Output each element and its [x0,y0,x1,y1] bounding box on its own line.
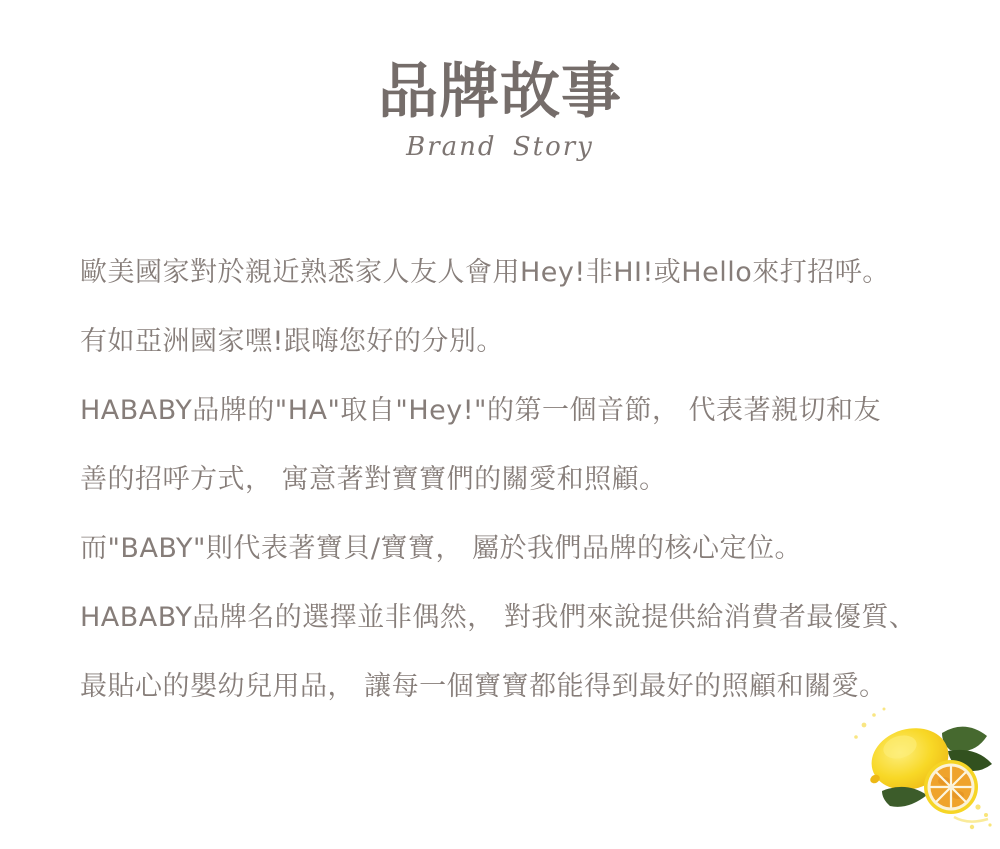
story-line: 善的招呼方式， 寓意著對寶寶們的關愛和照顧。 [80,464,667,495]
page-subtitle: Brand Story [406,132,594,162]
story-line: HABABY品牌的"HA"取自"Hey!"的第一個音節， 代表著親切和友 [80,395,882,426]
story-line: 有如亞洲國家嘿!跟嗨您好的分別。 [80,326,504,357]
lemon-illustration [850,703,1000,845]
leaf-upper [942,727,987,752]
leaf-lower [882,787,927,807]
lemon-half-slice [924,760,978,814]
lemon-illustration-svg [850,703,1000,845]
page-title: 品牌故事 [378,57,622,127]
story-line: 而"BABY"則代表著寶貝/寶寶， 屬於我們品牌的核心定位。 [80,533,803,564]
story-line: 歐美國家對於親近熟悉家人友人會用Hey!非HI!或Hello來打招呼。 [80,257,890,288]
juice-splash-top [854,708,885,739]
brand-story-text [80,238,960,721]
story-line: HABABY品牌名的選擇並非偶然， 對我們來說提供給消費者最優質、 [80,602,917,633]
story-line: 最貼心的嬰幼兒用品， 讓每一個寶寶都能得到最好的照顧和關愛。 [80,671,887,702]
